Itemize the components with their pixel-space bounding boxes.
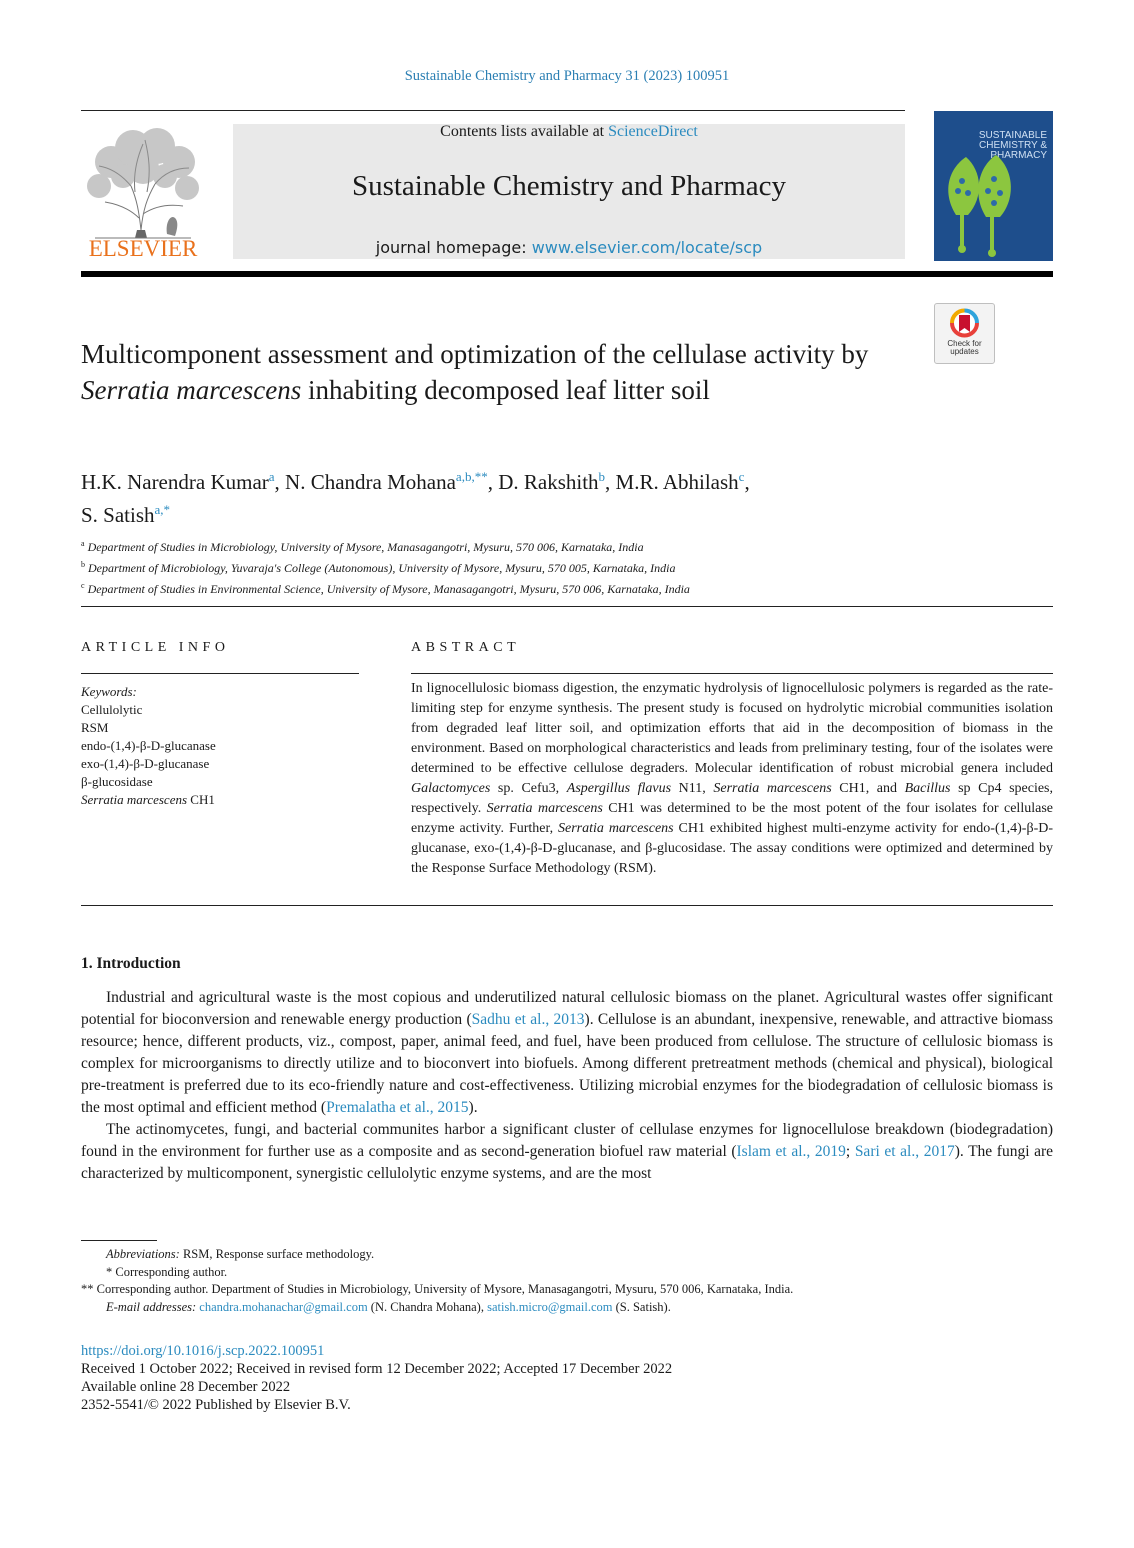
abstract-span: sp Cp4 species, respectively.: [411, 781, 1054, 816]
paragraph-text: ).: [468, 1099, 478, 1116]
received-dates: Received 1 October 2022; Received in revised form 12 December 2022; Accepted 17 December 2022: [81, 1361, 673, 1377]
footnote-label: E-mail addresses:: [106, 1299, 197, 1314]
author-affiliation-link[interactable]: a: [268, 469, 275, 484]
keyword: RSM: [81, 720, 109, 735]
author-affiliation-link[interactable]: a,b,**: [455, 469, 488, 484]
publication-info: [81, 1342, 1053, 1414]
journal-citation-link[interactable]: Sustainable Chemistry and Pharmacy 31 (2023) 100951: [404, 68, 730, 84]
abstract-italic: Galactomyces: [411, 781, 491, 796]
affiliation-item: [81, 556, 981, 577]
citation-link[interactable]: Premalatha et al., 2015: [326, 1099, 469, 1116]
abstract-span: sp. Cefu3,: [490, 781, 567, 796]
paragraph-text: ). Cellulose is an abundant, inexpensive, renewable, and attractive biomass resource; hence, different products, viz., compost, paper, animal feed, and fuel, have been produced from cellulose. The structure of cellulosic biomass is complex for microorganisms to directly utilize and to bioconvert into biofuels. Among different pretreatment methods (chemical and physical), biological pre-treatment is preferred due to its eco-friendly nature and cost-effectiveness. Utilizing microbial enzymes for the biodegradation of cellulosic biomass is the most optimal and efficient method (: [81, 1011, 1054, 1116]
article-info-heading: ARTICLE INFO: [81, 640, 230, 655]
paragraph: [81, 1119, 1053, 1185]
abstract-span: CH1, and: [831, 781, 905, 796]
journal-name: Sustainable Chemistry and Pharmacy: [351, 170, 787, 202]
cover-leaf-icon: [934, 111, 1053, 261]
introduction-body: [81, 987, 1053, 1185]
check-for-updates-badge[interactable]: [934, 303, 995, 364]
sciencedirect-link[interactable]: ScienceDirect: [608, 123, 698, 140]
affiliation-text: Department of Studies in Environmental Science, University of Mysore, Manasagangotri, Mysuru, 570 006, Karnataka, India: [87, 582, 690, 596]
abstract-span: N11,: [671, 781, 714, 796]
cover-title: SUSTAINABLE CHEMISTRY & PHARMACY: [978, 130, 1047, 161]
contents-prefix: Contents lists available at: [440, 123, 609, 140]
affiliation-divider: [81, 606, 1053, 607]
abstract-divider: [411, 673, 1053, 674]
abstract-text: [411, 679, 1053, 879]
abstract-italic: Serratia marcescens: [558, 821, 674, 836]
abstract-span: In lignocellulosic biomass digestion, the enzymatic hydrolysis of lignocellulosic polymers is regarded as the rate-limiting step for enzyme synthesis. The present study is focused on hydrolytic microbial communities isolation from degraded leaf litter soil, and optimization efforts that aid in the decomposition of biomass in the environment. Based on morphological characteristics and leads from preliminary testing, four of the isolates were determined to be effective cellulose degraders. Molecular identification of robust microbial genera included: [411, 681, 1053, 776]
footnotes: [81, 1246, 1053, 1316]
affiliation-marker: c: [81, 581, 85, 590]
abstract-italic: Aspergillus flavus: [566, 781, 672, 796]
title-text-1: Multicomponent assessment and optimization of the cellulase activity by: [81, 339, 869, 369]
elsevier-wordmark: ELSEVIER: [88, 236, 198, 261]
author-separator: ,: [744, 470, 750, 494]
title-species: Serratia marcescens: [81, 375, 302, 405]
journal-cover[interactable]: [934, 111, 1053, 261]
abstract-heading: ABSTRACT: [411, 640, 521, 655]
check-updates-label: Check for updates: [947, 339, 982, 356]
keyword: exo-(1,4)-β-D-glucanase: [81, 756, 210, 771]
abstract-span: CH1 was determined to be the most potent of the four isolates for cellulase enzyme activity. Further,: [411, 801, 1053, 836]
paragraph-text: Industrial and agricultural waste is the most copious and underutilized natural cellulosic biomass on the planet. Agricultural wastes offer significant potential for bioconversion and renewable energy production (: [81, 989, 1053, 1028]
footnote-abbreviations: [81, 1246, 1053, 1264]
author-name: N. Chandra Mohana: [285, 470, 456, 494]
homepage-line: [233, 238, 905, 257]
author-name: M.R. Abhilash: [615, 470, 739, 494]
affiliation-marker: a: [81, 539, 85, 548]
keyword: Serratia marcescens CH1: [81, 792, 215, 807]
title-text-2: inhabiting decomposed leaf litter soil: [301, 375, 710, 405]
keyword: Cellulolytic: [81, 702, 143, 717]
footnote-text: (S. Satish).: [612, 1299, 671, 1314]
keyword: β-glucosidase: [81, 774, 153, 789]
author-affiliation-link[interactable]: b: [598, 469, 606, 484]
paragraph-text: ). The fungi are characterized by multicomponent, synergistic cellulolytic enzyme systems, and are the most: [81, 1143, 1054, 1182]
header-divider: [81, 110, 905, 111]
article-title: [81, 336, 881, 408]
author-name: S. Satish: [81, 503, 155, 527]
affiliation-text: Department of Studies in Microbiology, University of Mysore, Manasagangotri, Mysuru, 570 006, Karnataka, India: [87, 540, 644, 554]
abstract-span: CH1 exhibited highest multi-enzyme activity for endo-(1,4)-β-D-glucanase, exo-(1,4)-β-D-glucanase, and β-glucosidase. The assay conditions were optimized and determined by the Response Surface Methodology (RSM).: [411, 821, 1054, 876]
footnote-corresponding: ** Corresponding author. Department of Studies in Microbiology, University of Mysore, Manasagangotri, Mysuru, 570 006, Karnataka, India.: [81, 1282, 794, 1296]
author-affiliation-link[interactable]: c: [738, 469, 745, 484]
header-thick-divider: [81, 271, 1053, 277]
homepage-link[interactable]: www.elsevier.com/locate/scp: [531, 238, 763, 257]
footnote-text: (N. Chandra Mohana),: [367, 1299, 488, 1314]
affiliation-marker: b: [81, 560, 85, 569]
citation-link[interactable]: Sadhu et al., 2013: [471, 1011, 585, 1028]
affiliation-item: [81, 535, 981, 556]
author-name: H.K. Narendra Kumar: [81, 470, 269, 494]
elsevier-logo: [81, 122, 205, 262]
author-separator: ,: [487, 470, 499, 494]
keywords-label: Keywords:: [81, 684, 137, 699]
affiliation-item: [81, 577, 981, 598]
email-link[interactable]: satish.micro@gmail.com: [487, 1299, 613, 1314]
paragraph-text: ;: [845, 1143, 855, 1160]
paragraph-text: The actinomycetes, fungi, and bacterial communites harbor a significant cluster of cellulase enzymes for lignocellulose breakdown (biodegradation) found in the environment for further use as a composite and as second-generation biofuel raw material (: [81, 1121, 1053, 1160]
abstract-italic: Serratia marcescens: [486, 801, 603, 816]
abstract-italic: Serratia marcescens: [713, 781, 832, 796]
abstract-italic: Bacillus: [904, 781, 951, 796]
contents-line: [233, 123, 905, 141]
affiliations: [81, 535, 981, 598]
affiliation-text: Department of Microbiology, Yuvaraja's College (Autonomous), University of Mysore, Mysuru, 570 005, Karnataka, India: [88, 561, 676, 575]
article-info-divider: [81, 673, 359, 674]
doi-link[interactable]: https://doi.org/10.1016/j.scp.2022.100951: [81, 1343, 325, 1359]
copyright: 2352-5541/© 2022 Published by Elsevier B.V.: [81, 1397, 351, 1413]
footnote-text: RSM, Response surface methodology.: [179, 1247, 375, 1261]
citation-link[interactable]: Islam et al., 2019: [736, 1143, 846, 1160]
keyword: endo-(1,4)-β-D-glucanase: [81, 738, 216, 753]
author-name: D. Rakshith: [498, 470, 599, 494]
author-list: [81, 463, 941, 529]
check-updates-icon: [935, 306, 994, 342]
homepage-prefix: journal homepage:: [375, 238, 532, 257]
author-affiliation-link[interactable]: a,*: [154, 502, 171, 517]
paragraph: [81, 987, 1053, 1119]
footnote-label: Abbreviations:: [106, 1247, 180, 1261]
introduction-heading: 1. Introduction: [81, 955, 181, 972]
footnote-divider: [81, 1240, 157, 1241]
footnote-corresponding: * Corresponding author.: [106, 1264, 228, 1279]
available-online: Available online 28 December 2022: [81, 1379, 291, 1395]
footnote-emails: [81, 1299, 1053, 1317]
author-separator: ,: [274, 470, 286, 494]
citation-link[interactable]: Sari et al., 2017: [854, 1143, 955, 1160]
abstract-bottom-divider: [81, 905, 1053, 906]
author-separator: ,: [605, 470, 616, 494]
email-link[interactable]: chandra.mohanachar@gmail.com: [199, 1299, 368, 1314]
keywords-list: [81, 683, 361, 809]
